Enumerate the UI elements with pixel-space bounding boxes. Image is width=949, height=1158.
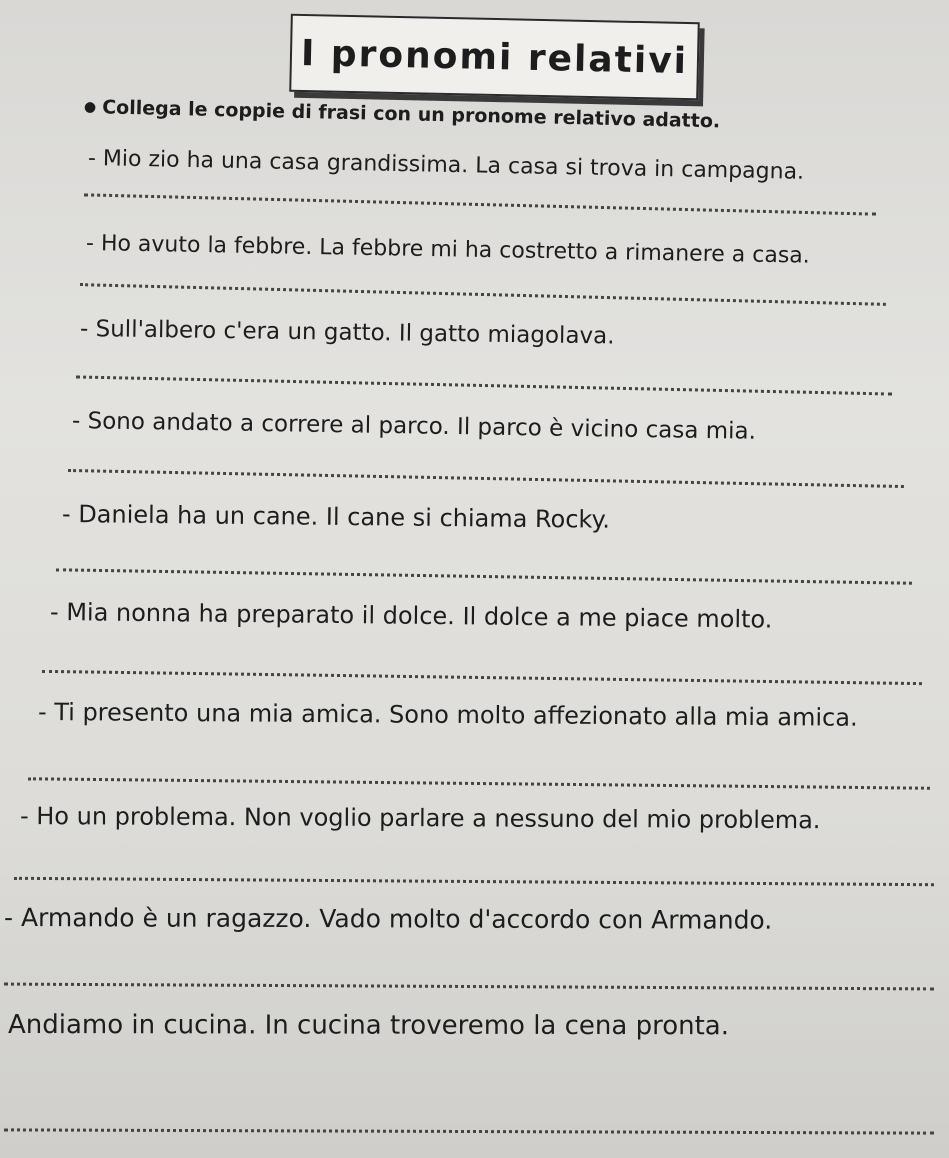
exercise-sentence: - Ho avuto la febbre. La febbre mi ha costretto a rimanere a casa. bbox=[85, 231, 810, 269]
answer-line[interactable] bbox=[28, 777, 930, 789]
exercise-item bbox=[50, 598, 773, 634]
answer-line[interactable] bbox=[84, 193, 876, 215]
exercise-sentence: - Daniela ha un cane. Il cane si chiama Rocky. bbox=[61, 500, 611, 534]
exercise-sentence: - Sono andato a correre al parco. Il parco è vicino casa mia. bbox=[71, 408, 757, 445]
exercise-item bbox=[86, 231, 810, 269]
answer-line[interactable] bbox=[4, 983, 934, 991]
instruction-text: Collega le coppie di frasi con un pronome relativo adatto. bbox=[101, 96, 721, 133]
answer-line[interactable] bbox=[68, 469, 904, 488]
exercise-sentence: - Sull'albero c'era un gatto. Il gatto miagolava. bbox=[79, 316, 615, 350]
title-box bbox=[289, 14, 700, 101]
exercise-sentence: - Mia nonna ha preparato il dolce. Il dolce a me piace molto. bbox=[49, 598, 773, 634]
answer-line[interactable] bbox=[4, 1128, 934, 1134]
exercise-sentence: Andiamo in cucina. In cucina troveremo la cena pronta. bbox=[7, 1010, 730, 1042]
exercise-item bbox=[72, 408, 756, 445]
exercise-sentence: - Armando è un ragazzo. Vado molto d'accordo con Armando. bbox=[3, 903, 773, 935]
exercise-item bbox=[80, 316, 615, 349]
answer-line[interactable] bbox=[76, 375, 892, 395]
exercise-item bbox=[8, 1010, 729, 1041]
answer-line[interactable] bbox=[14, 877, 934, 886]
exercise-item bbox=[38, 698, 858, 732]
instruction bbox=[84, 96, 721, 132]
exercise-item bbox=[88, 146, 805, 185]
answer-line[interactable] bbox=[42, 670, 922, 685]
exercise-item bbox=[62, 500, 610, 534]
answer-line[interactable] bbox=[56, 568, 912, 584]
exercise-item bbox=[4, 903, 772, 935]
page-title: I pronomi relativi bbox=[300, 32, 689, 82]
exercise-item bbox=[20, 802, 821, 834]
exercise-sentence: - Ti presento una mia amica. Sono molto affezionato alla mia amica. bbox=[37, 698, 858, 732]
exercise-sentence: - Mio zio ha una casa grandissima. La casa si trova in campagna. bbox=[87, 146, 805, 185]
answer-line[interactable] bbox=[80, 283, 886, 306]
bullet-icon: ● bbox=[83, 99, 97, 116]
exercise-sentence: - Ho un problema. Non voglio parlare a nessuno del mio problema. bbox=[19, 802, 821, 835]
